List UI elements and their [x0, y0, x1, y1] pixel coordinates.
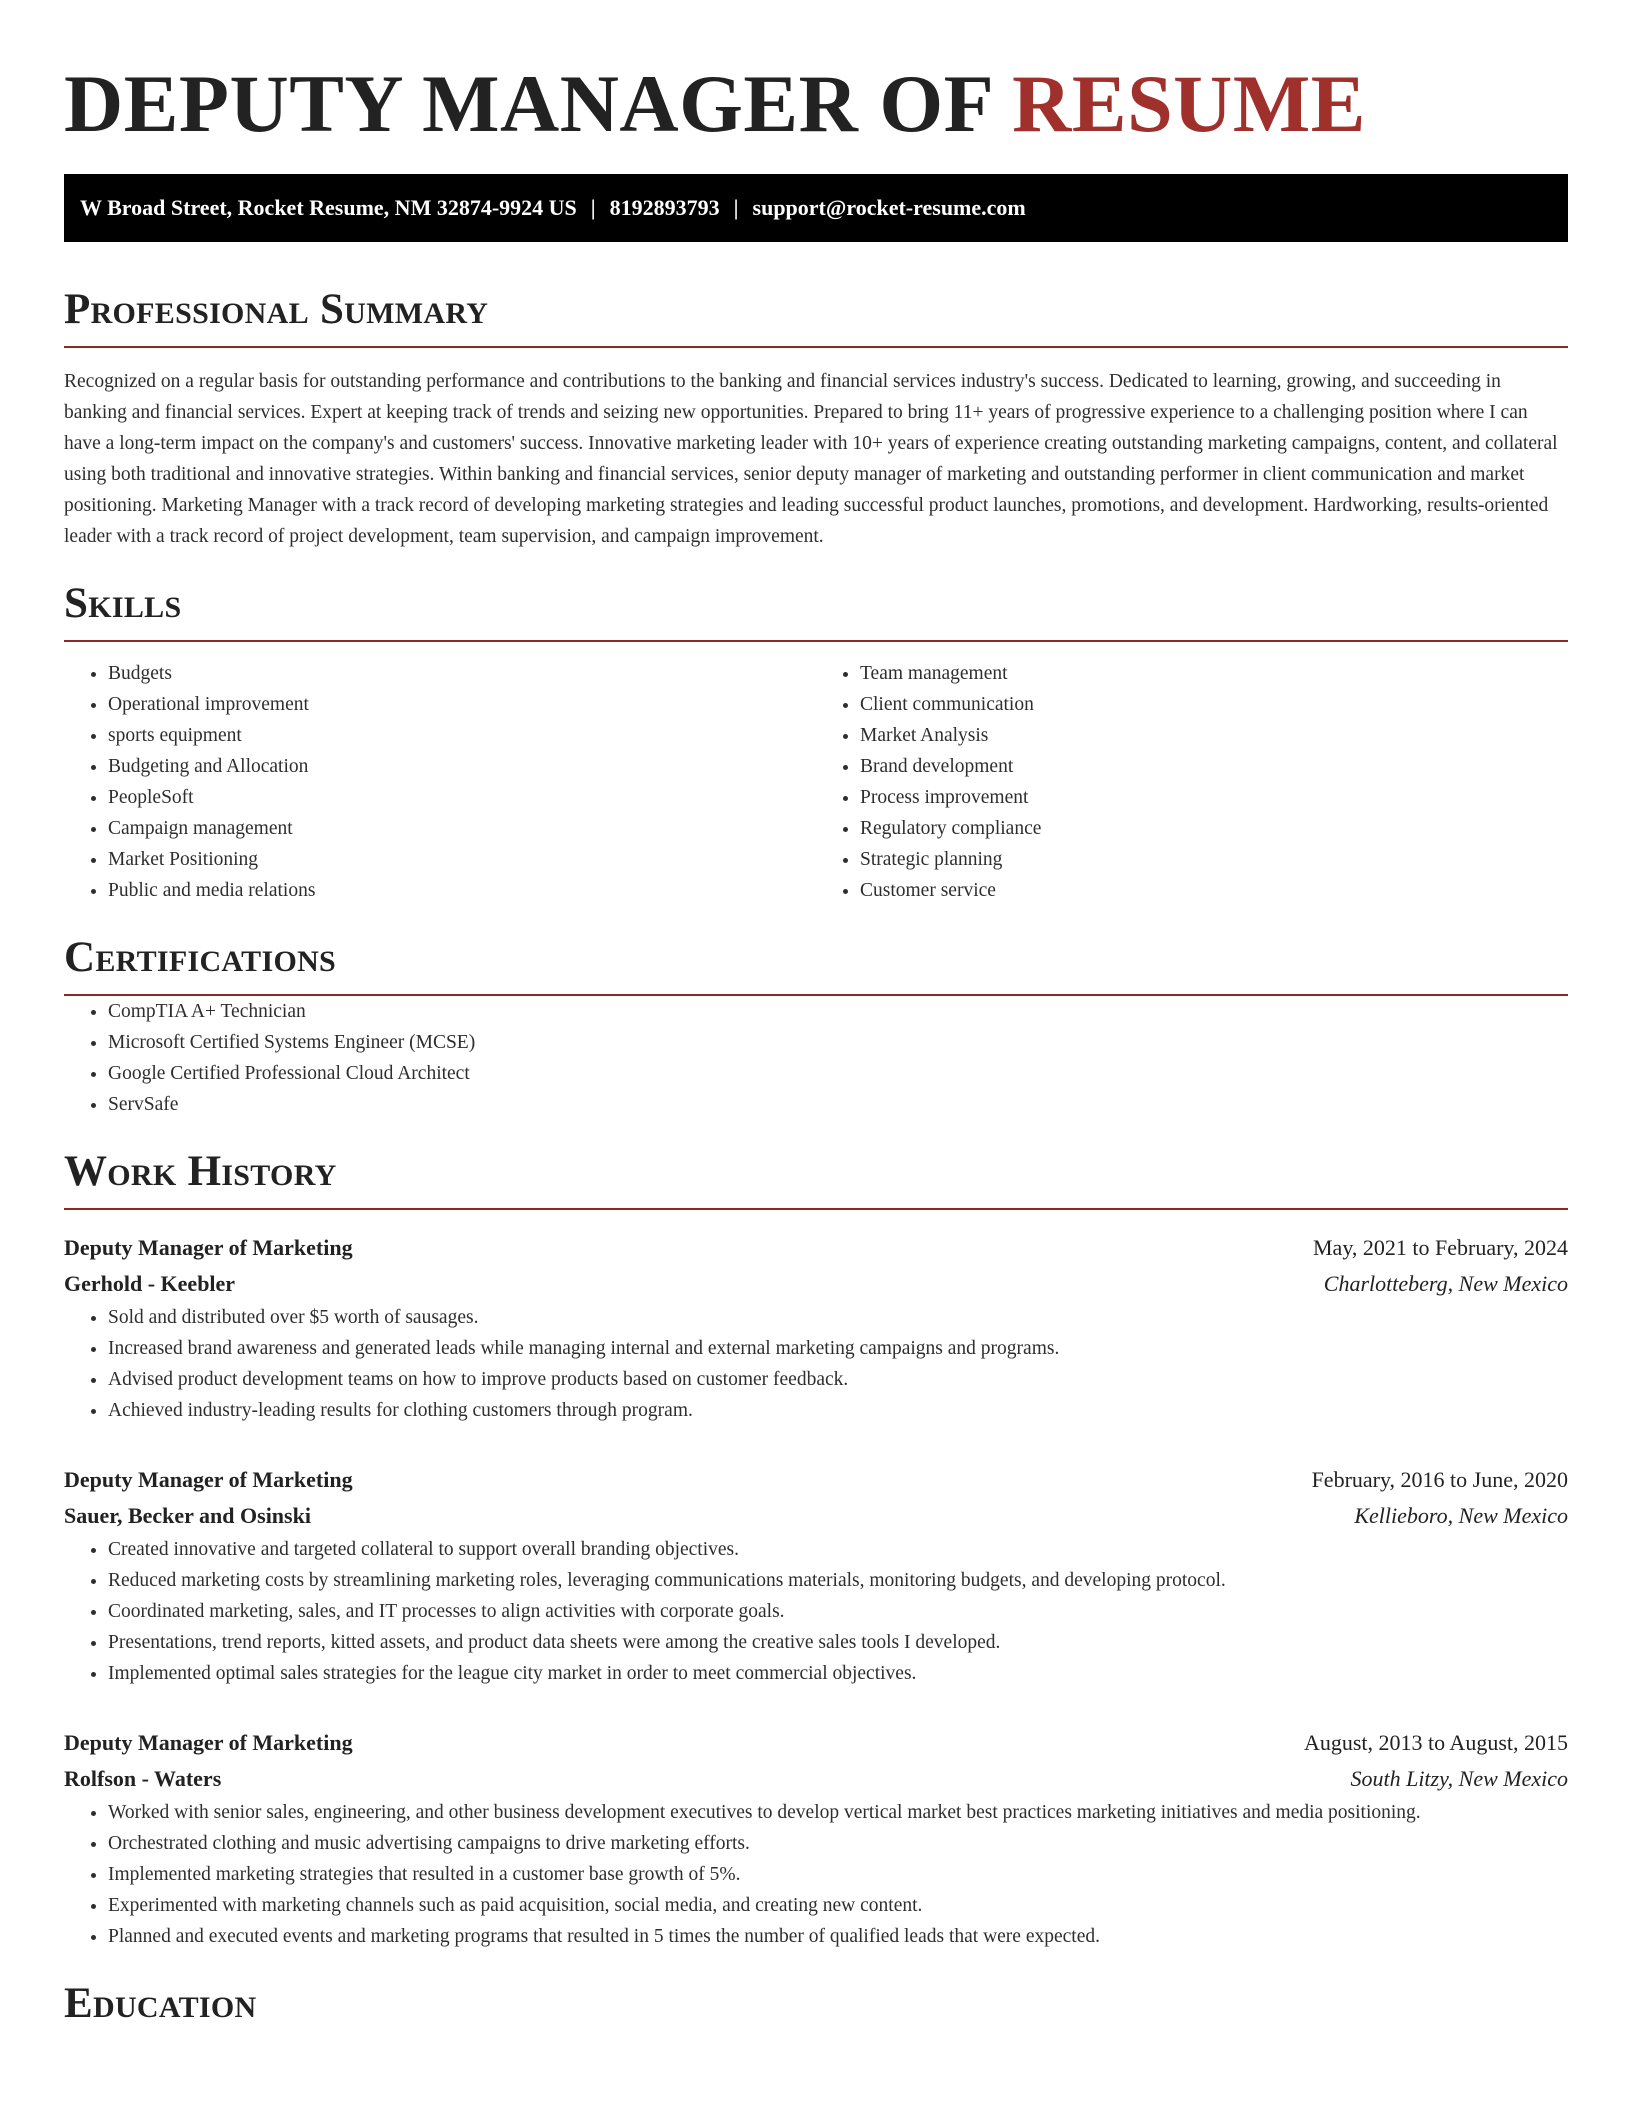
job-duty: • Presentations, trend reports, kitted assets, and product data sheets were among the creative sales tools I developed.: [108, 1627, 1568, 1658]
skill-item: • Brand development: [860, 751, 1568, 782]
skill-item: • sports equipment: [108, 720, 816, 751]
job-duty: • Experimented with marketing channels such as paid acquisition, social media, and creating new content.: [108, 1890, 1568, 1921]
skill-item: • Regulatory compliance: [860, 813, 1568, 844]
skill-item: • Public and media relations: [108, 875, 816, 906]
job-duty: • Orchestrated clothing and music advertising campaigns to drive marketing efforts.: [108, 1828, 1568, 1859]
skill-item: • Team management: [860, 658, 1568, 689]
skill-item: • Budgeting and Allocation: [108, 751, 816, 782]
skills-columns: [64, 658, 1568, 906]
skill-item: • Campaign management: [108, 813, 816, 844]
skill-item: • Strategic planning: [860, 844, 1568, 875]
job-duty: • Worked with senior sales, engineering, and other business development executives to develop vertical market best practices marketing initiatives and media positioning.: [108, 1797, 1568, 1828]
job-duties-list: [64, 1302, 1568, 1426]
job-company-row: [64, 1761, 1568, 1797]
resume-title: [64, 0, 1568, 150]
job-title: Deputy Manager of Marketing: [64, 1730, 353, 1755]
job-header-row: [64, 1230, 1568, 1266]
job-company: Sauer, Becker and Osinski: [64, 1503, 311, 1528]
job-duty: • Coordinated marketing, sales, and IT processes to align activities with corporate goals.: [108, 1596, 1568, 1627]
job-title: Deputy Manager of Marketing: [64, 1235, 353, 1260]
job-duties-list: [64, 1534, 1568, 1689]
contact-email: support@rocket-resume.com: [752, 195, 1026, 220]
contact-separator: |: [590, 195, 596, 220]
job-duty: • Reduced marketing costs by streamlining marketing roles, leveraging communications materials, monitoring budgets, and developing protocol.: [108, 1565, 1568, 1596]
certification-item: • ServSafe: [108, 1089, 1568, 1120]
job-entry: [64, 1725, 1568, 1952]
job-location: South Litzy, New Mexico: [1350, 1766, 1568, 1791]
skill-item: • Market Positioning: [108, 844, 816, 875]
title-prefix: DEPUTY MANAGER OF: [64, 58, 992, 149]
job-duty: • Sold and distributed over $5 worth of sausages.: [108, 1302, 1568, 1333]
summary-heading: Professional Summary: [64, 284, 1568, 348]
job-dates: May, 2021 to February, 2024: [1313, 1235, 1568, 1260]
job-location: Charlotteberg, New Mexico: [1323, 1271, 1568, 1296]
job-duty: • Implemented marketing strategies that resulted in a customer base growth of 5%.: [108, 1859, 1568, 1890]
skill-item: • Client communication: [860, 689, 1568, 720]
education-heading: Education: [64, 1980, 257, 2027]
job-dates: August, 2013 to August, 2015: [1303, 1730, 1568, 1755]
job-company: Gerhold - Keebler: [64, 1271, 236, 1296]
job-company-row: [64, 1266, 1568, 1302]
job-duty: • Implemented optimal sales strategies for the league city market in order to meet commercial objectives.: [108, 1658, 1568, 1689]
skill-item: • Market Analysis: [860, 720, 1568, 751]
skills-heading: Skills: [64, 578, 1568, 642]
certification-item: • Microsoft Certified Systems Engineer (MCSE): [108, 1027, 1568, 1058]
job-duty: • Created innovative and targeted collateral to support overall branding objectives.: [108, 1534, 1568, 1565]
certification-item: • Google Certified Professional Cloud Architect: [108, 1058, 1568, 1089]
certifications-heading: Certifications: [64, 932, 1568, 996]
job-entry: [64, 1462, 1568, 1689]
skill-item: • Process improvement: [860, 782, 1568, 813]
job-entry: [64, 1230, 1568, 1426]
contact-phone: 8192893793: [609, 195, 720, 220]
summary-text: Recognized on a regular basis for outstanding performance and contributions to the banking and financial services industry's success. Dedicated to learning, growing, and succeeding in banking and financial services. Expert at keeping track of trends and seizing new opportunities. Prepared to bring 11+ years of progressive experience to a challenging position where I can have a long-term impact on the company's and customers' success. Innovative marketing leader with 10+ years of experience creating outstanding marketing campaigns, content, and collateral using both traditional and innovative strategies. Within banking and financial services, senior deputy manager of marketing and outstanding performer in client communication and market positioning. Marketing Manager with a track record of developing marketing strategies and leading successful product launches, promotions, and development. Hardworking, results-oriented leader with a track record of project development, team supervision, and campaign improvement.: [64, 371, 1558, 547]
job-duty: • Planned and executed events and marketing programs that resulted in 5 times the number of qualified leads that were expected.: [108, 1921, 1568, 1952]
job-title: Deputy Manager of Marketing: [64, 1467, 353, 1492]
certification-item: • CompTIA A+ Technician: [108, 996, 1568, 1027]
skill-item: • PeopleSoft: [108, 782, 816, 813]
job-duty: • Advised product development teams on how to improve products based on customer feedback.: [108, 1364, 1568, 1395]
job-header-row: [64, 1462, 1568, 1498]
contact-separator: |: [733, 195, 739, 220]
job-duty: • Achieved industry-leading results for clothing customers through program.: [108, 1395, 1568, 1426]
skills-list-right: [816, 658, 1568, 906]
work-history-heading: Work History: [64, 1146, 1568, 1210]
certifications-list: [64, 996, 1568, 1120]
job-company-row: [64, 1498, 1568, 1534]
job-header-row: [64, 1725, 1568, 1761]
job-company: Rolfson - Waters: [64, 1766, 222, 1791]
contact-bar: [64, 174, 1568, 242]
title-accent: RESUME: [1012, 58, 1366, 149]
skill-item: • Operational improvement: [108, 689, 816, 720]
job-dates: February, 2016 to June, 2020: [1311, 1467, 1568, 1492]
job-duties-list: [64, 1797, 1568, 1952]
job-location: Kellieboro, New Mexico: [1354, 1503, 1568, 1528]
skills-list-left: [64, 658, 816, 906]
job-duty: • Increased brand awareness and generated leads while managing internal and external marketing campaigns and programs.: [108, 1333, 1568, 1364]
skill-item: • Customer service: [860, 875, 1568, 906]
contact-address: W Broad Street, Rocket Resume, NM 32874-9924 US: [80, 195, 577, 220]
skill-item: • Budgets: [108, 658, 816, 689]
